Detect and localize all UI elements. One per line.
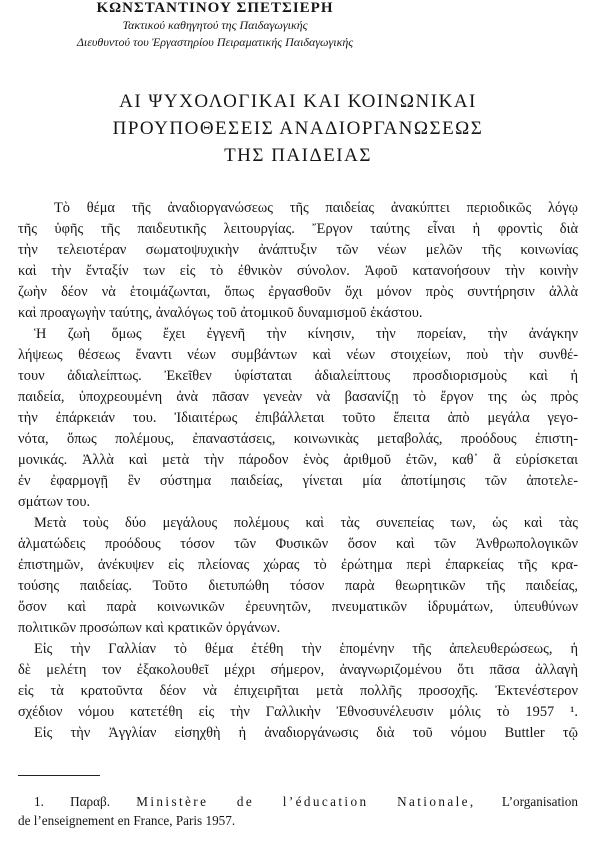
footnote-marker: 1. Παραβ. <box>34 794 111 809</box>
footnote-line <box>18 792 578 811</box>
author-role-professor: Τακτικού καθηγητού της Παιδαγωγικής <box>122 18 308 32</box>
author-name: ΚΩΝΣΤΑΝΤΙΝΟΥ ΣΠΕΤΣΙΕΡΗ <box>96 0 334 16</box>
body-line: τούσης παιδείας. Τοῦτο διετυπώθη τόσον παρὰ θεωρητικῶν τῆς παιδείας, <box>18 578 578 594</box>
author-block <box>0 0 430 51</box>
body-line: ἁλματώδεις προόδους τόσον τῶν Φυσικῶν ὅσον καὶ τῶν Ἀνθρωπολογικῶν <box>18 536 578 552</box>
body-line: ἐν ἐφαρμογῇ ἓν σύστημα παιδείας, γίνεται μία ἀποτίμησις τῶν ἀποτελε- <box>18 473 578 489</box>
body-line: Τὸ θέμα τῆς ἀναδιοργανώσεως τῆς παιδείας ἀνακύπτει περιοδικῶς λόγῳ <box>54 200 578 216</box>
body-line: Ἡ ζωὴ ὅμως ἔχει ἐγγενῆ τὴν κίνησιν, τὴν πορείαν, τὴν ἀνάγκην <box>34 326 578 342</box>
body-line: δὲ μελέτη τον ἐξακολουθεῖ μέχρι σήμερον, ἀναγνωριζομένου ὅτι πᾶσα ἀλλαγὴ <box>18 662 578 678</box>
body-line: καὶ τὴν ἔνταξίν των εἰς τὸ ἐθνικὸν σύνολον. Ἀφοῦ κατανοήσουν τὴν κοινὴν <box>18 263 578 279</box>
body-line: ἐπιστημῶν, ἀνέκυψεν εἰς πλείονας χώρας τὸ ἐρώτημα περὶ ἐπαρκείας τῆς κρα- <box>18 557 578 573</box>
body-line: Εἰς τὴν Ἀγγλίαν εἰσηχθὴ ἡ ἀναδιοργάνωσις διὰ τοῦ νόμου Buttler τῷ <box>34 725 578 741</box>
footnote-source-rest: L’organisation <box>501 794 578 809</box>
body-line: τὴν τελειοτέραν σωματοψυχικὴν ἀνάπτυξιν τῶν νέων μελῶν τῆς κοινωνίας <box>18 242 578 258</box>
body-line: ὅσον καὶ παρὰ κοινωνικῶν ἐρευνητῶν, πνευματικῶν ἱδρυμάτων, ὑπευθύνων <box>18 599 578 615</box>
footnote <box>18 792 578 830</box>
article-body <box>18 198 578 744</box>
body-line: τῆς ὑφῆς τῆς παιδευτικῆς λειτουργίας. Ἔργον ταύτης εἶναι ἡ φροντὶς διὰ <box>18 221 578 237</box>
body-line: καὶ προαγωγὴν ταύτης, ἀναλόγως τοῦ ἀτομικοῦ δυναμισμοῦ ἑκάστου. <box>18 305 423 321</box>
body-line: εἰς τὰ κρατοῦντα δέον νὰ ἐπιχειρῆται μετὰ πολλῆς προσοχῆς. Ἐκτενέστερον <box>18 683 578 699</box>
title-line: ΠΡΟΥΠΟΘΕΣΕΙΣ ΑΝΑΔΙΟΡΓΑΝΩΣΕΩΣ <box>112 118 484 139</box>
author-role-director: Διευθυντού του Ἐργαστηρίου Πειραματικής Παιδαγωγικής <box>76 35 354 49</box>
article-title <box>0 88 596 169</box>
body-line: Μετὰ τοὺς δύο μεγάλους πολέμους καὶ τὰς συνεπείας των, ὡς καὶ τὰς <box>34 515 578 531</box>
body-line: λήψεως θέσεως ἔναντι νέων συμβάντων καὶ νέων στοιχείων, ποὺ τὴν συνθέ- <box>18 347 578 363</box>
body-line: Εἰς τὴν Γαλλίαν τὸ θέμα ἐτέθη τὴν ἑπομένην τῆς ἀπελευθερώσεως, ἡ <box>34 641 578 657</box>
body-line: πολιτικῶν προσώπων καὶ κρατικῶν ὀργάνων. <box>18 620 281 636</box>
body-line: νότα, ὅπως πολέμους, ἐπαναστάσεις, κοινωνικὰς μεταβολάς, προόδους ἐπιστη- <box>18 431 578 447</box>
body-line: τὴν ἐπάρκειάν του. Ἰδιαιτέρως ἐπιβάλλεται τοῦτο ἔπειτα ἀπὸ μεγάλα γεγο- <box>18 410 578 426</box>
footnote-source-title: Ministère de l’éducation Nationale, <box>136 794 476 809</box>
body-line: ζωὴν δέον νὰ ἑτοιμάζωνται, ὅπως ἐργασθοῦν ὄχι μόνον πρὸς συντήρησιν ἀλλὰ <box>18 284 578 300</box>
body-line: σχέδιον νόμου κατετέθη εἰς τὴν Γαλλικὴν Ἐθνοσυνέλευσιν μόλις τὸ 1957 ¹. <box>18 704 578 720</box>
body-line: παιδεία, ὑποχρεουμένη ἀνὰ πᾶσαν γενεὰν νὰ βασανίζῃ τὸ ἔργον της ὡς πρὸς <box>18 389 578 405</box>
title-line: ΑΙ ΨΥΧΟΛΟΓΙΚΑΙ ΚΑΙ ΚΟΙΝΩΝΙΚΑΙ <box>119 91 477 112</box>
footnote-divider <box>18 775 100 776</box>
title-line: ΤΗΣ ΠΑΙΔΕΙΑΣ <box>224 145 372 166</box>
body-line: σμάτων του. <box>18 494 91 510</box>
footnote-line: de l’enseignement en France, Paris 1957. <box>18 813 236 828</box>
body-line: τουν ἀδιαλείπτως. Ἐκεῖθεν ὑφίσταται ἀδιαλείπτους προσδιορισμοὺς καὶ ἡ <box>18 368 578 384</box>
body-line: μονικάς. Ἀλλὰ καὶ μετὰ τὴν πάροδον ἑνὸς ἀριθμοῦ ἐτῶν, καθ᾽ ἃ εὑρίσκεται <box>18 452 578 468</box>
